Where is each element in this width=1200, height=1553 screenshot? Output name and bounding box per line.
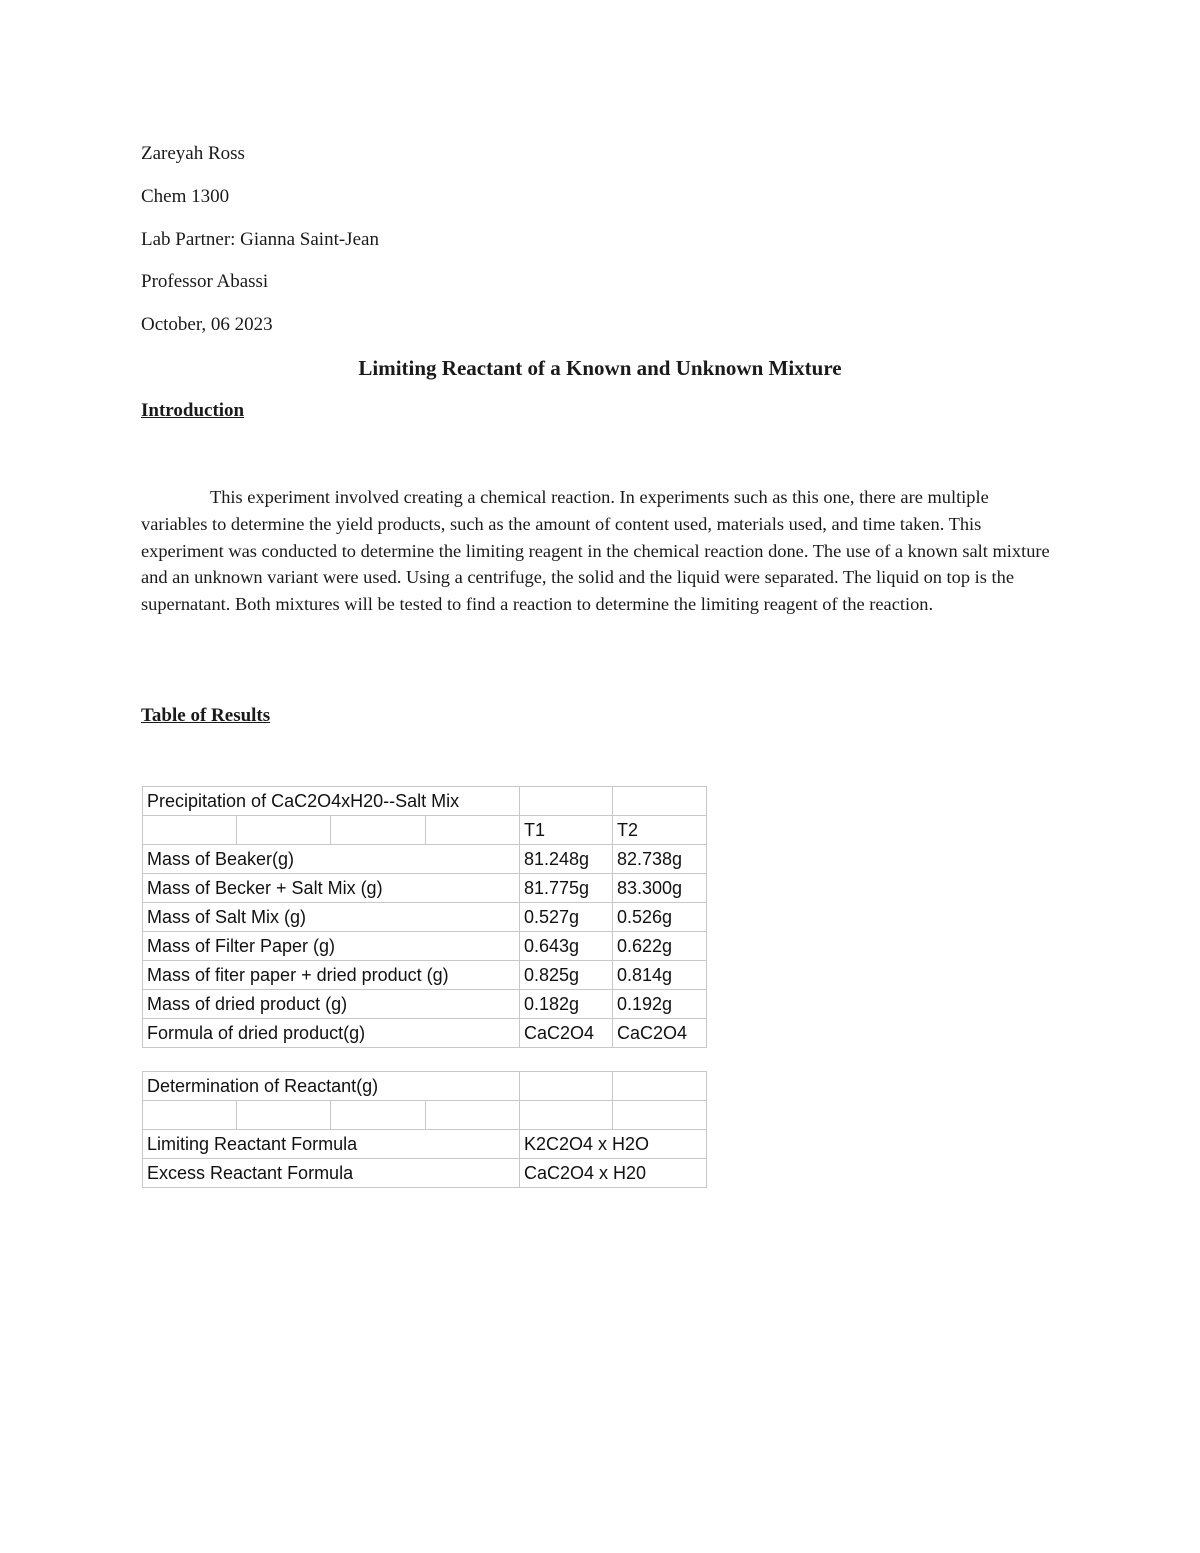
t1-value: 0.527g <box>520 903 613 932</box>
column-header-t1: T1 <box>520 816 613 845</box>
table-row <box>143 1101 707 1130</box>
t2-value: 83.300g <box>613 874 707 903</box>
t2-value: 82.738g <box>613 845 707 874</box>
row-label: Mass of dried product (g) <box>143 990 520 1019</box>
table-row <box>143 845 707 874</box>
table-cell <box>613 1101 707 1130</box>
table-cell <box>331 816 426 845</box>
document-title: Limiting Reactant of a Known and Unknown Mixture <box>358 356 842 380</box>
table-row <box>143 961 707 990</box>
t1-value: CaC2O4 <box>520 1019 613 1048</box>
t1-value: 81.248g <box>520 845 613 874</box>
table-row <box>143 903 707 932</box>
t2-value: 0.814g <box>613 961 707 990</box>
row-label: Limiting Reactant Formula <box>143 1130 520 1159</box>
row-label: Excess Reactant Formula <box>143 1159 520 1188</box>
t2-value: 0.622g <box>613 932 707 961</box>
reactant-table-title: Determination of Reactant(g) <box>143 1072 520 1101</box>
table-cell <box>613 787 707 816</box>
table-cell <box>520 1101 613 1130</box>
t1-value: 0.825g <box>520 961 613 990</box>
author-name: Zareyah Ross <box>141 143 245 164</box>
table-header-row <box>143 816 707 845</box>
t1-value: 81.775g <box>520 874 613 903</box>
table-cell <box>520 1072 613 1101</box>
t1-value: 0.643g <box>520 932 613 961</box>
row-label: Formula of dried product(g) <box>143 1019 520 1048</box>
table-cell <box>237 1101 331 1130</box>
t2-value: 0.526g <box>613 903 707 932</box>
table-cell <box>426 816 520 845</box>
table-title-row <box>143 787 707 816</box>
table-row <box>143 1019 707 1048</box>
course-name: Chem 1300 <box>141 186 230 207</box>
table-cell <box>143 816 237 845</box>
column-header-t2: T2 <box>613 816 707 845</box>
excess-reactant-value: CaC2O4 x H20 <box>520 1159 707 1188</box>
row-label: Mass of Salt Mix (g) <box>143 903 520 932</box>
table-title-row <box>143 1072 707 1101</box>
introduction-heading: Introduction <box>141 400 245 421</box>
table-row <box>143 1130 707 1159</box>
table-cell <box>331 1101 426 1130</box>
table-row <box>143 1159 707 1188</box>
table-cell <box>520 787 613 816</box>
row-label: Mass of Filter Paper (g) <box>143 932 520 961</box>
limiting-reactant-value: K2C2O4 x H2O <box>520 1130 707 1159</box>
precipitation-table <box>142 786 707 1048</box>
table-cell <box>237 816 331 845</box>
table-cell <box>426 1101 520 1130</box>
table-cell <box>613 1072 707 1101</box>
row-label: Mass of Beaker(g) <box>143 845 520 874</box>
table-cell <box>143 1101 237 1130</box>
t2-value: CaC2O4 <box>613 1019 707 1048</box>
table-row <box>143 990 707 1019</box>
table-row <box>143 932 707 961</box>
row-label: Mass of fiter paper + dried product (g) <box>143 961 520 990</box>
row-label: Mass of Becker + Salt Mix (g) <box>143 874 520 903</box>
professor-name: Professor Abassi <box>141 271 269 292</box>
table-row <box>143 874 707 903</box>
report-date: October, 06 2023 <box>141 314 273 335</box>
introduction-paragraph: This experiment involved creating a chemical reaction. In experiments such as this one, there are multiple variables to determine the yield products, such as the amount of content used, materials used, and time taken. This experiment was conducted to determine the limiting reagent in the chemical reaction done. The use of a known salt mixture and an unknown variant were used. Using a centrifuge, the solid and the liquid were separated. The liquid on top is the supernatant. Both mixtures will be tested to find a reaction to determine the limiting reagent of the reaction. <box>141 487 1050 615</box>
precipitation-table-title: Precipitation of CaC2O4xH20--Salt Mix <box>143 787 520 816</box>
lab-partner: Lab Partner: Gianna Saint-Jean <box>141 229 379 250</box>
t2-value: 0.192g <box>613 990 707 1019</box>
reactant-table <box>142 1071 707 1188</box>
results-heading: Table of Results <box>141 705 271 726</box>
t1-value: 0.182g <box>520 990 613 1019</box>
